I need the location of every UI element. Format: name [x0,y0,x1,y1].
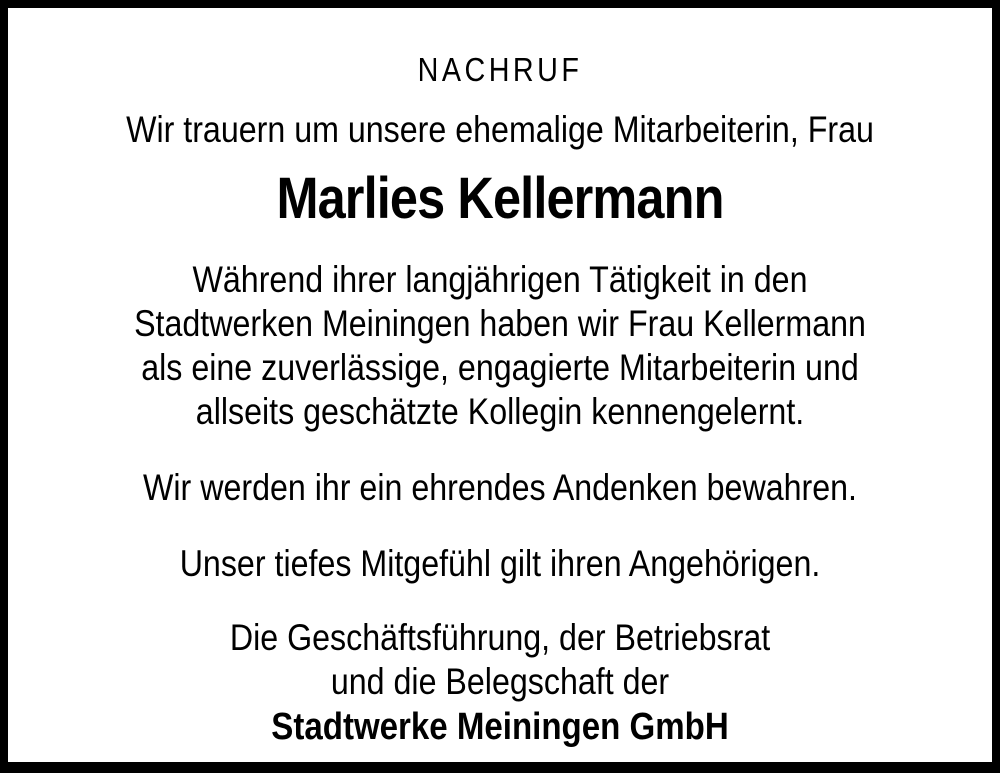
signoff-block [72,616,928,750]
tribute-line: als eine zuverlässige, engagierte Mitarbeiterin und [141,347,859,388]
condolence-line: Unser tiefes Mitgefühl gilt ihren Angehörigen. [179,543,821,584]
remembrance-line: Wir werden ihr ein ehrendes Andenken bewahren. [143,467,857,508]
deceased-name: Marlies Kellermann [276,166,724,231]
notice-kicker: NACHRUF [417,51,583,88]
tribute-line: allseits geschätzte Kollegin kennengelernt. [195,391,805,432]
signoff-line: und die Belegschaft der [330,661,670,702]
tribute-paragraph [72,258,928,434]
tribute-line: Stadtwerken Meiningen haben wir Frau Kellermann [134,303,866,344]
intro-line: Wir trauern um unsere ehemalige Mitarbeiterin, Frau [126,109,874,150]
tribute-line: Während ihrer langjährigen Tätigkeit in den [192,259,808,300]
notice-content [72,8,928,750]
company-name: Stadtwerke Meiningen GmbH [271,706,729,748]
signoff-line: Die Geschäftsführung, der Betriebsrat [229,617,771,658]
